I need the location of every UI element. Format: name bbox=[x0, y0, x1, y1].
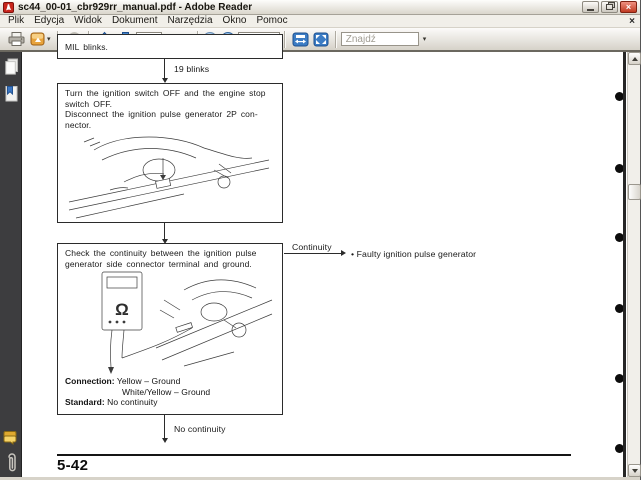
page-number: 5-42 bbox=[57, 457, 89, 474]
comments-panel-icon[interactable] bbox=[4, 429, 20, 446]
menu-pomoc[interactable]: Pomoc bbox=[256, 15, 288, 26]
connection-line-2 bbox=[122, 387, 210, 398]
navigation-panel bbox=[0, 52, 22, 480]
menu-bar bbox=[0, 15, 640, 28]
menu-edycja[interactable]: Edycja bbox=[34, 15, 65, 26]
connection-value-1: Yellow – Ground bbox=[116, 376, 181, 386]
flowchart-box-previous-text: MIL blinks. bbox=[65, 42, 109, 52]
close-button[interactable] bbox=[620, 1, 637, 13]
restore-icon bbox=[606, 4, 613, 10]
connection-line-1 bbox=[65, 376, 210, 387]
vertical-scrollbar[interactable] bbox=[627, 52, 640, 480]
toolbar-separator bbox=[335, 31, 337, 48]
window-controls bbox=[582, 1, 637, 13]
page-edge-line bbox=[623, 52, 626, 480]
flow-arrow bbox=[164, 59, 165, 79]
flow-arrow bbox=[164, 223, 165, 240]
window-title: sc44_00-01_cbr929rr_manual.pdf - Adobe Reader bbox=[18, 1, 253, 13]
branch-label: Continuity bbox=[292, 242, 332, 252]
create-pdf-button[interactable] bbox=[28, 29, 53, 49]
title-bar[interactable] bbox=[0, 0, 640, 15]
flowchart-box-1 bbox=[57, 83, 283, 223]
close-icon: × bbox=[625, 1, 632, 12]
flow-arrowhead bbox=[162, 438, 168, 443]
flow-arrow bbox=[164, 415, 165, 439]
menu-plik[interactable]: Plik bbox=[8, 15, 25, 26]
continuity-test-illustration bbox=[64, 270, 276, 374]
menu-widok[interactable]: Widok bbox=[74, 15, 102, 26]
fit-width-icon bbox=[292, 32, 309, 47]
attachments-panel-icon[interactable] bbox=[4, 453, 19, 475]
scroll-down-icon bbox=[632, 469, 638, 473]
standard-label: Standard: bbox=[65, 397, 105, 408]
flowchart-box-2 bbox=[57, 243, 283, 415]
menu-narzedzia[interactable]: Narzędzia bbox=[167, 15, 213, 26]
minimize-icon bbox=[587, 9, 594, 11]
bookmarks-panel-icon[interactable] bbox=[4, 85, 19, 103]
box1-text-line: Turn the ignition switch OFF and the engine stop bbox=[65, 88, 266, 98]
arrow2-label: No continuity bbox=[174, 424, 226, 434]
create-pdf-dropdown-icon[interactable]: ▾ bbox=[47, 36, 51, 43]
branch-arrowhead bbox=[341, 250, 346, 256]
scroll-down-button[interactable] bbox=[628, 464, 641, 477]
arrow1-label: 19 blinks bbox=[174, 64, 210, 74]
pages-panel-icon[interactable] bbox=[4, 58, 19, 76]
menu-okno[interactable]: Okno bbox=[222, 15, 247, 26]
standard-line bbox=[65, 397, 210, 408]
find-dropdown-icon[interactable]: ▾ bbox=[422, 36, 427, 43]
flowchart-box-previous bbox=[57, 34, 283, 59]
connection-spec bbox=[65, 376, 210, 408]
toolbar-separator bbox=[284, 31, 286, 48]
box1-text-line: nector. bbox=[65, 119, 92, 130]
restore-button[interactable] bbox=[601, 1, 618, 13]
branch-line bbox=[284, 253, 341, 254]
box1-text-line: switch OFF. bbox=[65, 98, 113, 109]
box2-text-line: Check the continuity between the ignition pulse bbox=[65, 248, 257, 258]
footer-rule bbox=[57, 454, 571, 456]
scroll-up-button[interactable] bbox=[628, 52, 641, 65]
ohmmeter-symbol: Ω bbox=[115, 300, 129, 319]
scrolling-mode-button[interactable] bbox=[290, 29, 311, 49]
adobe-reader-icon bbox=[3, 2, 14, 13]
box2-text-line: generator side connector terminal and ground. bbox=[65, 258, 252, 269]
print-button[interactable] bbox=[5, 29, 28, 49]
connection-value-2: White/Yellow – Ground bbox=[122, 386, 211, 397]
minimize-button[interactable] bbox=[582, 1, 599, 13]
branch-result: • Faulty ignition pulse generator bbox=[351, 249, 477, 259]
menu-dokument[interactable]: Dokument bbox=[111, 15, 158, 26]
fullscreen-button[interactable] bbox=[311, 29, 331, 49]
connection-label: Connection: bbox=[65, 376, 115, 386]
box1-text-line: Disconnect the ignition pulse generator 2P con- bbox=[65, 109, 258, 120]
connector-location-illustration bbox=[64, 130, 276, 220]
scroll-up-icon bbox=[632, 57, 638, 61]
find-input[interactable] bbox=[341, 32, 419, 46]
document-page[interactable] bbox=[22, 42, 627, 480]
create-pdf-icon bbox=[30, 31, 46, 47]
printer-icon bbox=[7, 31, 26, 47]
close-document-button[interactable]: × bbox=[629, 16, 635, 27]
fullscreen-icon bbox=[313, 32, 329, 47]
scrollbar-thumb[interactable] bbox=[628, 184, 641, 200]
standard-value: No continuity bbox=[107, 397, 158, 408]
